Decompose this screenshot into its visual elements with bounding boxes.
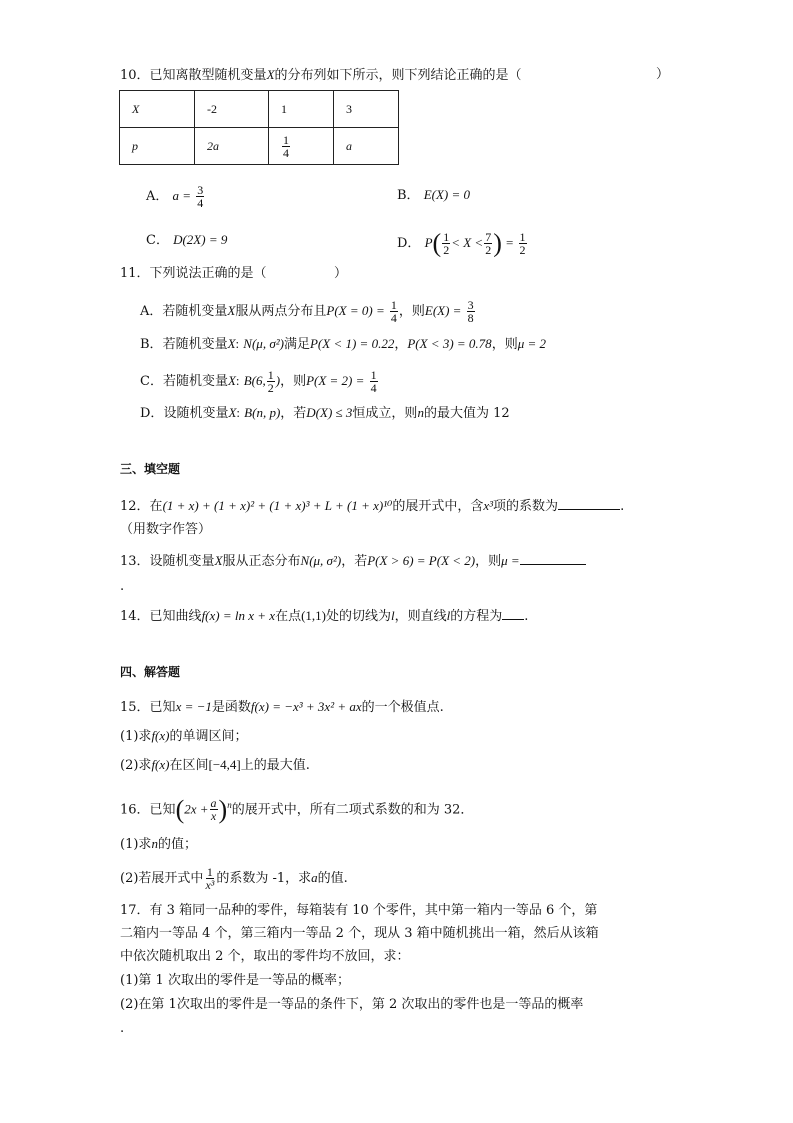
table-cell: a (334, 128, 399, 165)
fraction: $\frac{3}{4}$ (197, 183, 204, 210)
table-cell: X (120, 91, 195, 128)
q10-stem: 10．已知离散型随机变量X的分布列如下所示，则下列结论正确的是（ (120, 67, 522, 83)
fraction: $\frac{1}{2}$ (267, 368, 274, 395)
table-cell: -2 (195, 91, 269, 128)
fraction: $\frac{1}{4}$ (370, 368, 377, 395)
section-heading-fill-in: 三、填空题 (120, 462, 181, 476)
q17-line-2: 二箱内一等品 4 个，第三箱内一等品 2 个，现从 3 箱中随机挑出一箱，然后从该箱 (120, 926, 599, 941)
q10-option-a: A． a = $\frac{3}{4}$ (146, 183, 204, 210)
answer-blank[interactable] (502, 605, 524, 620)
fraction: $\frac{a}{x}$ (210, 796, 217, 824)
table-cell: 3 (334, 91, 399, 128)
q10-option-d: D． P( $\frac{1}{2}$ < X < $\frac{7}{2}$ ) = $\frac{1}{2}$ (397, 228, 526, 258)
table-cell: 1 (269, 91, 334, 128)
q11-option-c: C．若随机变量X: B(6, $\frac{1}{2}$ )，则P(X = 2) = $\frac{1}{4}$ (140, 368, 377, 395)
q14-stem: 14．已知曲线f(x) = ln x + x在点(1,1)处的切线为l，则直线l的方程为 . (120, 605, 528, 626)
q17-line-4: (1)第 1 次取出的零件是一等品的概率； (120, 973, 350, 988)
q11-answer-paren-close: ） (334, 266, 348, 281)
q10-option-c: C． D(2X) = 9 (146, 232, 228, 248)
q12-stem: 12．在(1 + x) + (1 + x)² + (1 + x)³ + L + (1 + x)¹⁰的展开式中，含x³项的系数为 . (120, 495, 624, 516)
q17-line-5: (2)在第 1次取出的零件是一等品的条件下，第 2 次取出的零件也是一等品的概率 (120, 997, 584, 1012)
q13-end: . (120, 579, 125, 594)
q10-answer-paren-close: ） (656, 67, 670, 82)
q16-part2: (2)若展开式中 $\frac{1}{\text{x³}}$ 的系数为 -1，求a的值. (120, 865, 348, 892)
q11-option-d: D．设随机变量X: B(n, p)，若D(X) ≤ 3恒成立，则n的最大值为 12 (140, 405, 510, 421)
q11-stem: 11．下列说法正确的是（ (120, 266, 267, 281)
table-row (120, 128, 399, 165)
fraction: $\frac{1}{4}$ (283, 132, 289, 160)
answer-blank[interactable] (520, 550, 586, 565)
q16-part1: (1)求n的值； (120, 836, 197, 852)
q12-note: （用数字作答） (120, 522, 212, 537)
q16-stem: 16．已知(2x + $\frac{a}{x}$ )$^n$的展开式中，所有二项式系数的和为 32． (120, 794, 474, 824)
q15-stem: 15．已知x = −1是函数f(x) = −x³ + 3x² + ax的一个极值点. (120, 699, 444, 715)
answer-blank[interactable] (558, 495, 620, 510)
table-cell (269, 128, 334, 165)
q13-stem: 13．设随机变量X服从正态分布N(μ, σ²)，若P(X > 6) = P(X < 2)，则μ = (120, 550, 586, 571)
table-cell: p (120, 128, 195, 165)
fraction: $\frac{1}{4}$ (390, 298, 397, 325)
q10-distribution-table (119, 90, 399, 165)
fraction: $\frac{1}{\text{x³}}$ (205, 865, 215, 892)
q10-option-b: B． E(X) = 0 (397, 187, 471, 203)
fraction: $\frac{3}{8}$ (467, 298, 474, 325)
fraction: $\frac{1}{2}$ (443, 230, 450, 257)
fraction: $\frac{1}{2}$ (519, 230, 526, 257)
table-row (120, 91, 399, 128)
q11-option-b: B．若随机变量X: N(μ, σ²)满足P(X < 1) = 0.22，P(X < 3) = 0.78，则μ = 2 (140, 336, 547, 352)
q17-line-1: 17．有 3 箱同一品种的零件，每箱装有 10 个零件，其中第一箱内一等品 6 个，第 (120, 903, 598, 918)
q17-line-3: 中依次随机取出 2 个，取出的零件均不放回，求： (120, 949, 410, 964)
q15-part1: (1)求f(x)的单调区间； (120, 728, 248, 744)
q15-part2: (2)求f(x)在区间[−4,4]上的最大值. (120, 757, 310, 773)
table-cell: 2a (195, 128, 269, 165)
q11-option-a: A．若随机变量X服从两点分布且P(X = 0) = $\frac{1}{4}$ ，则E(X) = $\frac{3}{8}$ (140, 298, 474, 325)
section-heading-solutions: 四、解答题 (120, 665, 181, 679)
q10-number: 10． (120, 68, 150, 83)
fraction: $\frac{7}{2}$ (485, 230, 492, 257)
q17-line-6: . (120, 1021, 125, 1036)
